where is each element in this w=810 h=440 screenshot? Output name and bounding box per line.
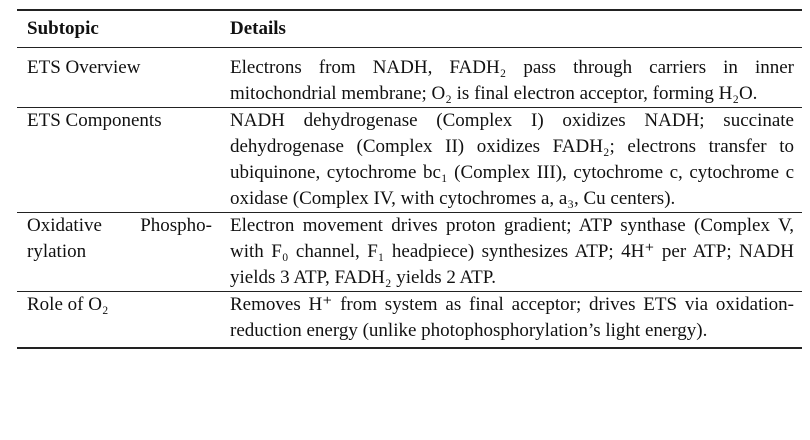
- row-subtopic: ETS Components: [17, 108, 220, 213]
- row-subtopic: Role of O₂: [17, 292, 220, 349]
- row-details: Electrons from NADH, FADH₂ pass through carriers in inner mitochondrial membrane; O₂ is final electron acceptor, forming H₂O.: [230, 57, 794, 104]
- summary-table-container: [17, 9, 802, 349]
- row-subtopic: Oxidative Phosphorylation: [17, 213, 220, 292]
- table-header: [17, 10, 802, 48]
- table-row: [17, 48, 802, 108]
- row-details: Electron movement drives proton gradient; ATP synthase (Complex V, with F₀ channel, F₁ headpiece) synthesizes ATP; 4H⁺ per ATP; NADH yields 3 ATP, FADH₂ yields 2 ATP.: [220, 213, 802, 292]
- summary-table: [17, 9, 802, 349]
- header-row: [17, 10, 802, 48]
- row-details: NADH dehydrogenase (Complex I) oxidizes NADH; succinate dehydrogenase (Complex II) oxidizes FADH₂; electrons transfer to ubiquinone, cytochrome bc₁ (Complex III), cytochrome c, cytochrome c oxidase (Complex IV, with cytochromes a, a₃, Cu centers).: [220, 108, 802, 213]
- header-subtopic: Subtopic: [17, 10, 220, 48]
- table-row: [17, 292, 802, 349]
- table-row: [17, 108, 802, 213]
- table-row: [17, 213, 802, 292]
- row-details: Removes H⁺ from system as final acceptor; drives ETS via oxidation-reduction energy (unlike photophosphorylation’s light energy).: [220, 292, 802, 349]
- table-body: [17, 48, 802, 349]
- header-details: Details: [220, 10, 802, 48]
- row-subtopic: ETS Overview: [27, 57, 141, 78]
